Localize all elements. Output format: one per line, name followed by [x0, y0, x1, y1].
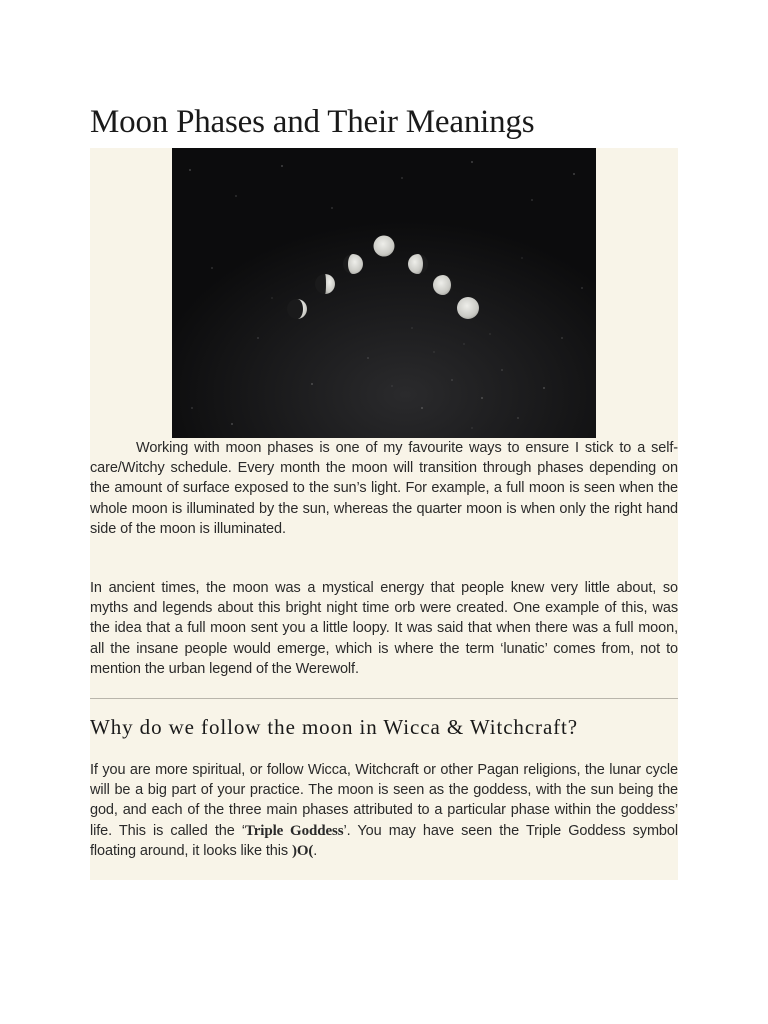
paragraph-wicca-text-end: .	[313, 842, 318, 859]
triple-goddess-symbol: )O(	[291, 842, 314, 859]
moon-phases-image	[172, 148, 596, 438]
section-heading: Why do we follow the moon in Wicca & Witchcraft?	[90, 715, 579, 739]
moon-phase-last-quarter	[433, 275, 453, 295]
moon-phases-photo	[172, 148, 596, 438]
paragraph-wicca-text-middle: ’. You may have seen the Triple Goddess symbol floating around, it looks like this	[90, 822, 678, 859]
paragraph-history: In ancient times, the moon was a mystical energy that people knew very little about, so myths and legends about this bright night time orb were created. One example of this, was the idea that a full moon sent you a little loopy. It was said that when there was a full moon, all the insane people would emerge, which is where the term ‘lunatic’ comes from, not to mention the urban legend of the Werewolf.	[90, 580, 678, 677]
moon-phase-first-quarter	[315, 274, 335, 294]
section-divider	[90, 698, 678, 699]
article-body	[90, 148, 678, 880]
moon-phase-waxing-crescent	[287, 299, 307, 319]
moon-phase-waning-gibbous	[408, 254, 428, 274]
moon-phase-waning-near-full	[457, 297, 479, 319]
page-title: Moon Phases and Their Meanings	[90, 104, 535, 140]
paragraph-wicca-text-start: If you are more spiritual, or follow Wicca, Witchcraft or other Pagan religions, the lunar cycle will be a big part of your practice. The moon is seen as the goddess, with the sun being the god, and each of the three main phases attributed to a particular phase within the goddess’ life. This is called the ‘	[90, 762, 678, 839]
paragraph-wicca	[90, 760, 678, 861]
paragraph-intro: Working with moon phases is one of my favourite ways to ensure I stick to a self-care/Witchy schedule. Every month the moon will transition through phases depending on the amount of surface exposed to the sun’s light. For example, a full moon is seen when the whole moon is illuminated by the sun, whereas the quarter moon is when only the right hand side of the moon is illuminated.	[90, 440, 678, 537]
moon-phase-waxing-gibbous	[343, 254, 363, 274]
moon-phase-full	[374, 236, 395, 257]
night-sky	[172, 148, 596, 438]
triple-goddess-term: Triple Goddess	[244, 822, 344, 839]
